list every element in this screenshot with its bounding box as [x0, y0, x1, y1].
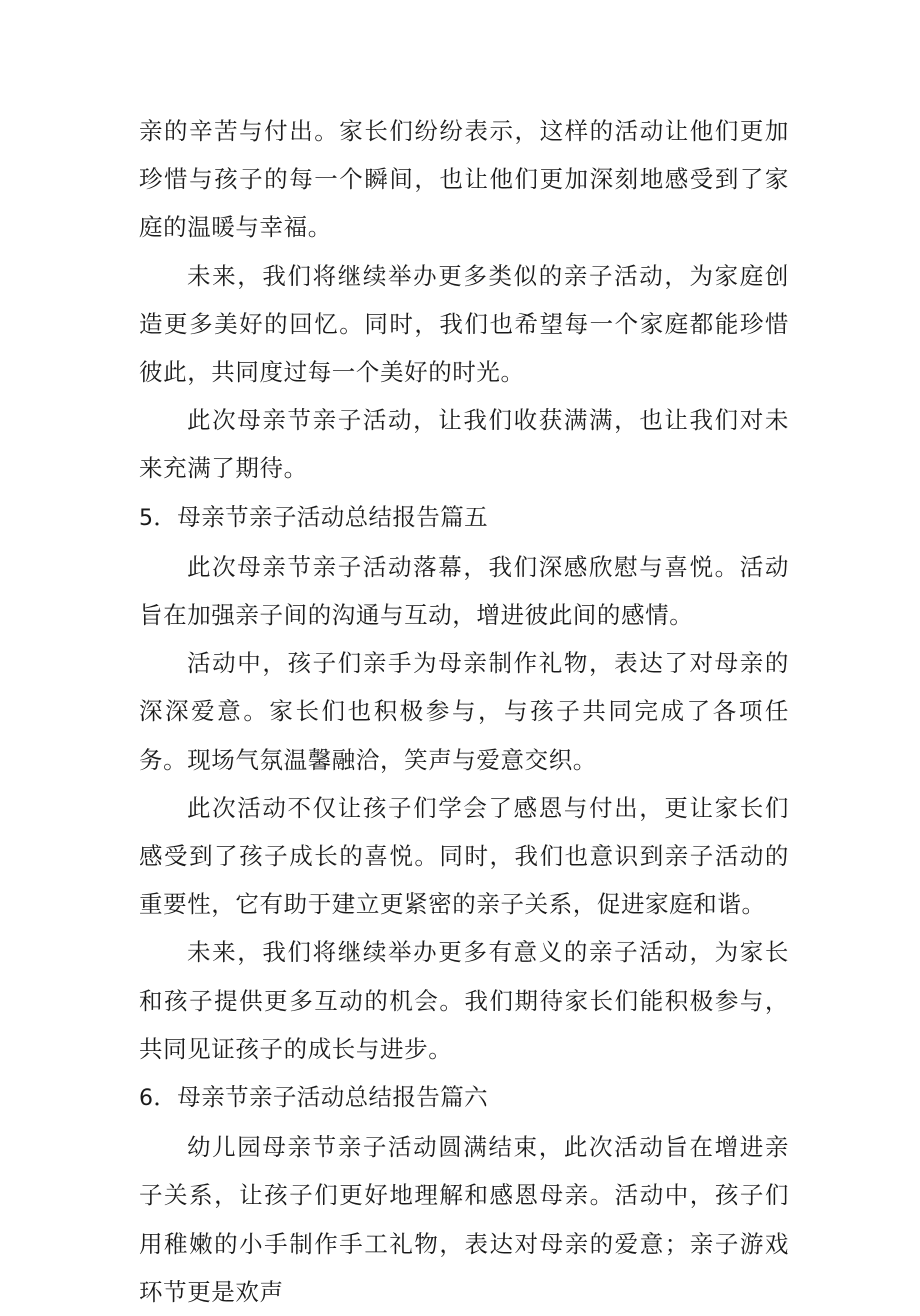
- paragraph-2: 未来，我们将继续举办更多类似的亲子活动，为家庭创造更多美好的回忆。同时，我们也希望每一个家庭都能珍惜彼此，共同度过每一个美好的时光。: [139, 261, 789, 387]
- section-title: ．母亲节亲子活动总结报告篇六: [153, 1083, 489, 1112]
- paragraph-6: 此次活动不仅让孩子们学会了感恩与付出，更让家长们感受到了孩子成长的喜悦。同时，我们也意识到亲子活动的重要性，它有助于建立更紧密的亲子关系，促进家庭和谐。: [139, 793, 789, 919]
- paragraph-8: 幼儿园母亲节亲子活动圆满结束，此次活动旨在增进亲子关系，让孩子们更好地理解和感恩母亲。活动中，孩子们用稚嫩的小手制作手工礼物，表达对母亲的爱意；亲子游戏环节更是欢声: [139, 1133, 789, 1306]
- paragraph-3: 此次母亲节亲子活动，让我们收获满满，也让我们对未来充满了期待。: [139, 406, 789, 483]
- paragraph-7: 未来，我们将继续举办更多有意义的亲子活动，为家长和孩子提供更多互动的机会。我们期待家长们能积极参与，共同见证孩子的成长与进步。: [139, 938, 789, 1063]
- section-heading-5: [139, 493, 789, 543]
- paragraph-5: 活动中，孩子们亲手为母亲制作礼物，表达了对母亲的深深爱意。家长们也积极参与，与孩子共同完成了各项任务。现场气氛温馨融洽，笑声与爱意交织。: [139, 649, 789, 774]
- paragraph-4: 此次母亲节亲子活动落幕，我们深感欣慰与喜悦。活动旨在加强亲子间的沟通与互动，增进彼此间的感情。: [139, 552, 789, 630]
- section-number: 5: [139, 505, 154, 531]
- section-number: 6: [139, 1086, 154, 1112]
- paragraph-1: 亲的辛苦与付出。家长们纷纷表示，这样的活动让他们更加珍惜与孩子的每一个瞬间，也让他们更加深刻地感受到了家庭的温暖与幸福。: [139, 117, 789, 242]
- section-title: ．母亲节亲子活动总结报告篇五: [153, 502, 489, 531]
- document-body: [139, 107, 789, 1316]
- section-heading-6: [139, 1073, 789, 1123]
